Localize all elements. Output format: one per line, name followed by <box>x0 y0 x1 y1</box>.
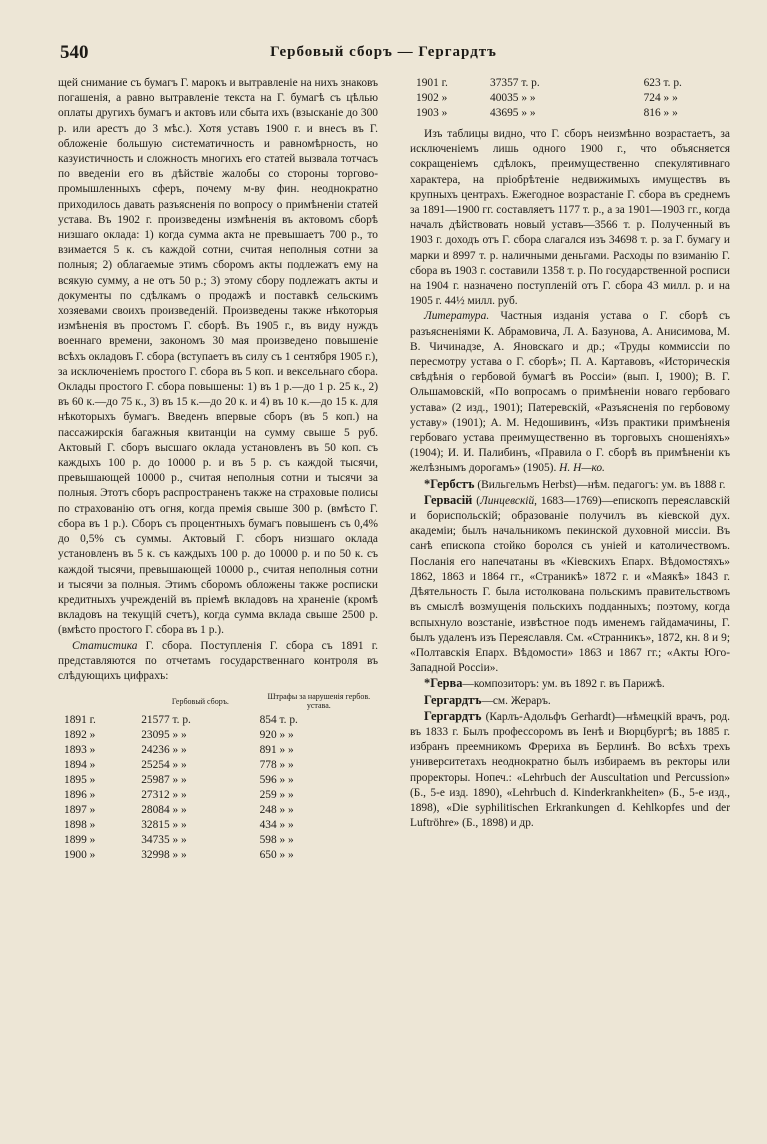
entry-text: —см. Жераръ. <box>481 694 551 707</box>
table-row: 1892 » 23095 » » 920 » » <box>64 729 294 742</box>
paragraph-statistics <box>58 639 378 685</box>
left-column <box>58 76 378 863</box>
literature-label: Литература. <box>424 310 490 323</box>
entry-text: (Карлъ-Адольфъ Gerhardt)—нѣмецкій врачъ, род. въ 1833 г. Былъ профессоромъ въ Іенѣ и Вюрцбургѣ; въ 1885 г. избранъ преемникомъ Фрериха въ Берлинѣ. Во всѣхъ трехъ университетахъ неоднократно былъ избираемъ въ ректоры или проректоры. Нопеч.: «Lehrbuch der Auscultation und Percussion» (Б., 5-е изд. 1890), «Lehrbuch d. Kinderkrankheiten» (Б., 5-е изд., 1898), «Die syphilitischen Erkrankungen d. Kehlkopfes und der Luftröhre» (Б., 1898) и др. <box>410 710 730 830</box>
entry-term: Гергардтъ <box>424 692 482 707</box>
column-header-fines: Штрафы за нарушенія гербов. устава. <box>267 692 371 711</box>
paragraph-stamp-duty-reform: щей снимание съ бумагъ Г. марокъ и вытравленіе на нихъ знаковъ погашенія, а равно вытравленіе текста на Г. бумагѣ съ цѣлью оплаты другихъ бумагъ и актовъ или сбыта ихъ (взысканіе до 300 р. или арестъ до 3 мѣс.). Хотя уставъ 1900 г. и внесъ въ Г. обложеніе большую систематичность и равномѣрность, но казуистичность и сложность многихъ его статей вызвала тотчасъ по введеніи его въ дѣйствіе жалобы со стороны торгово-промышленныхъ сферъ, почему м-ву фин. неоднократно приходилось давать разъясненія по вопросу о примѣненіи статей устава. Въ 1902 г. произведены измѣненія въ актовомъ сборѣ низшаго оклада: 1) когда сумма акта не превышаетъ 700 р., то взимается 5 к. съ каждой сотни, считая неполныя сотни за полныя; 2) облагаемые этимъ сборомъ акты подлежатъ ему на всякую сумму, а не отъ 50 р.; 3) этому сбору подлежатъ акты и документы по сдѣлкамъ о продажѣ и поставкѣ сельскимъ хозяевами своихъ произведеній. Произведены также нѣкоторыя измѣненія въ простомъ Г. сборѣ. Въ 1905 г., въ виду нуждъ военнаго времени, закономъ 30 мая произведено повышеніе всѣхъ окладовъ Г. сбора (вступаетъ въ силу съ 1 сентября 1905 г.), за исключеніемъ простого Г. сбора въ 5 коп. и вексельнаго сбора. Оклады простого Г. сбора повышены: 1) въ 1 р.—до 1 р. 25 к., 2) въ 60 к.—до 75 к., 3) въ 15 к.—до 20 к. и 4) въ 10 к.—до 15 к. для нѣкоторыхъ бумагъ. Введенъ впервые сборъ (въ 5 коп.) на пассажирскія багажныя квитанціи на сумму свыше 5 руб. Актовый Г. сборъ высшаго оклада установленъ въ 50 коп. съ каждыхъ 100 р. до 10000 р. и въ 5 р. съ каждой тысячи, превышающей 10000 р., считая неполныя сотни и тысячи за полныя. Этотъ сборъ распространенъ также на страховые полисы по страхованію отъ огня, когда премія свыше 300 р. (вмѣсто Г. сбора въ 1 р.). Сборъ съ процентныхъ бумагъ повышенъ съ 0,4% до 0,5% съ суммы. Актовый Г. сборъ низшаго оклада установленъ въ 5 к. съ каждыхъ 100 р. до 10000 р. и по 50 к. съ каждой тысячи, превышающей 10000 р., считая неполныя сотни и тысячи за полныя. Этимъ сборомъ обложены также росписки кредитныхъ учрежденій въ пріемѣ вкладовъ на храненіе (кромѣ вкладовъ на текущій счетъ), когда сумма вклада свыше 2500 р. (вмѣсто простого Г. сбора въ 1 р.). <box>58 77 378 637</box>
entry-gerhardt-ref <box>410 693 730 709</box>
entry-term: Гергардтъ <box>424 708 482 723</box>
table-row: 1901 г. 37357 т. р. 623 т. р. <box>416 77 682 89</box>
table-row: 1898 » 32815 » » 434 » » <box>64 819 294 832</box>
paragraph-literature <box>410 309 730 476</box>
table-row: 1903 » 43695 » » 816 » » <box>416 107 678 119</box>
entry-text: (Вильгельмъ Herbst)—нѣм. педагогъ: ум. въ 1888 г. <box>474 478 726 491</box>
entry-text: —композиторъ: ум. въ 1892 г. въ Парижѣ. <box>462 678 665 691</box>
entry-herbst <box>410 477 730 493</box>
column-header-stamp: Гербовый сборъ. <box>171 696 229 706</box>
literature-signature: Н. Н—ко. <box>559 462 605 475</box>
table-row: 1900 » 32998 » » 650 » » <box>64 849 294 862</box>
literature-text: Частныя изданія устава о Г. сборѣ съ разъясненіями К. Абрамовича, Л. А. Базунова, А. Анисимова, М. В. Чичинадзе, А. Яновскаго и др.; «Труды коммиссіи по пересмотру устава о Г. сборѣ»; П. А. Картавовъ, «Историческія свѣдѣнія о гербовой бумагѣ въ Россіи» (вып. I, 1900); В. Г. Ольшамовскій, «По вопросамъ о примѣненіи новаго гербоваго устава» (2 изд., 1901); Патеревскій, «Разъясненія по гербовому уставу» (1901); А. М. Недошивинъ, «Изъ практики примѣненія гербоваго устава преимущественно въ торговыхъ сношеніяхъ» (1904); И. И. Палибинъ, «Правила о Г. сборѣ въ примѣненіи къ желѣзнымъ дорогамъ» (1905). <box>410 310 730 475</box>
entry-gerhardt <box>410 709 730 832</box>
entry-term: Гервасій <box>424 492 473 507</box>
paragraph-table-note: Изъ таблицы видно, что Г. сборъ неизмѣнно возрастаетъ, за исключеніемъ лишь одного 1900 г., что объясняется сокращеніемъ сдѣлокъ, преимущественно спекулятивнаго характера, на пріобрѣтеніе недвижимыхъ имуществъ въ крупныхъ центрахъ. Ежегодное возрастаніе Г. сбора въ среднемъ за 1891—1900 гг. составляетъ 1177 т. р., а за 1901—1903 гг., когда началъ дѣйствовать новый уставъ—3566 т. р. Полученный въ 1903 г. доходъ отъ Г. сбора слагался изъ 34698 т. р. за Г. бумагу и марки и 8997 т. р. наличными деньгами. Расходы по взиманію Г. сбора въ 1903 г. составили 1358 т. р. По государственной росписи на 1904 г. назначено поступленій отъ Г. сбора 43 милл. р. и на 1905 г. 44½ милл. руб. <box>410 128 730 308</box>
table-row: 1895 » 25987 » » 596 » » <box>64 774 294 787</box>
table-row: 1894 » 25254 » » 778 » » <box>64 759 294 772</box>
entry-term: *Герва <box>424 676 463 691</box>
entry-gervae <box>410 676 730 692</box>
entry-term: *Гербстъ <box>424 476 475 491</box>
entry-surname: Линцевскій <box>480 494 535 507</box>
right-column <box>410 76 730 831</box>
running-title: Гербовый сборъ — Гергардтъ <box>270 44 497 60</box>
stats-table-continued <box>410 76 730 121</box>
stats-table <box>58 688 378 863</box>
table-row: 1902 » 40035 » » 724 » » <box>416 92 678 104</box>
page-number: 540 <box>60 42 89 63</box>
table-row: 1893 » 24236 » » 891 » » <box>64 744 294 757</box>
statistics-label: Статистика <box>72 639 138 652</box>
table-row: 1897 » 28084 » » 248 » » <box>64 804 294 817</box>
table-row: 1899 » 34735 » » 598 » » <box>64 834 294 847</box>
table-row: 1896 » 27312 » » 259 » » <box>64 789 294 802</box>
statistics-text: Г. сбора. Поступленія Г. сбора съ 1891 г. представляются по отчетамъ государственнаго контроля въ слѣдующихъ цифрахъ: <box>58 639 378 682</box>
entry-text: 1683—1769)—епископъ переяславскій и бориспольскій; образованіе получилъ въ кіевской дух. академіи; былъ начальникомъ пекинской духовной миссіи. Въ санѣ епископа стойко боролся съ уніей и католичествомъ. Посланія его напечатаны въ «Кіевскихъ Епарх. Вѣдомостяхъ» 1862, 1863 и 1864 гг., «Страникѣ» 1872 г. и «Маякѣ» 1843 г. Дѣятельность Г. была истолкована польскимъ правительствомъ въ смыслѣ возмущенія польскихъ подданныхъ; поэтому, когда вспыхнуло возстаніе, извѣстное подъ именемъ гайдамачины, Г. былъ удаленъ изъ Переяславля. См. «Странникъ», 1872, кн. 8 и 9; «Полтавскія Епарх. Вѣдомости» 1863 и 1867 гг.; «Акты Юго-Западной Россіи». <box>410 494 730 675</box>
table-row: 1891 г. 21577 т. р. 854 т. р. <box>64 714 298 727</box>
entry-gervasiy: Гервасій (Линцевскій, 1683—1769)—епископъ переяславскій и бориспольскій; образованіе получилъ въ кіевской дух. академіи; былъ начальникомъ пекинской духовной миссіи. Въ санѣ епископа стойко боролся съ уніей и католичествомъ. Посланія его напечатаны въ «Кіевскихъ Епарх. Вѣдомостяхъ» 1862, 1863 и 1864 гг., «Страникѣ» 1872 г. и «Маякѣ» 1843 г. Дѣятельность Г. была истолкована польскимъ правительствомъ въ смыслѣ возмущенія польскихъ подданныхъ; поэтому, когда вспыхнуло возстаніе, извѣстное подъ именемъ гайдамачины, Г. былъ удаленъ изъ Переяславля. См. «Странникъ», 1872, кн. 8 и 9; «Полтавскія Епарх. Вѣдомости» 1863 и 1867 гг.; «Акты Юго-Западной Россіи». <box>410 492 730 675</box>
